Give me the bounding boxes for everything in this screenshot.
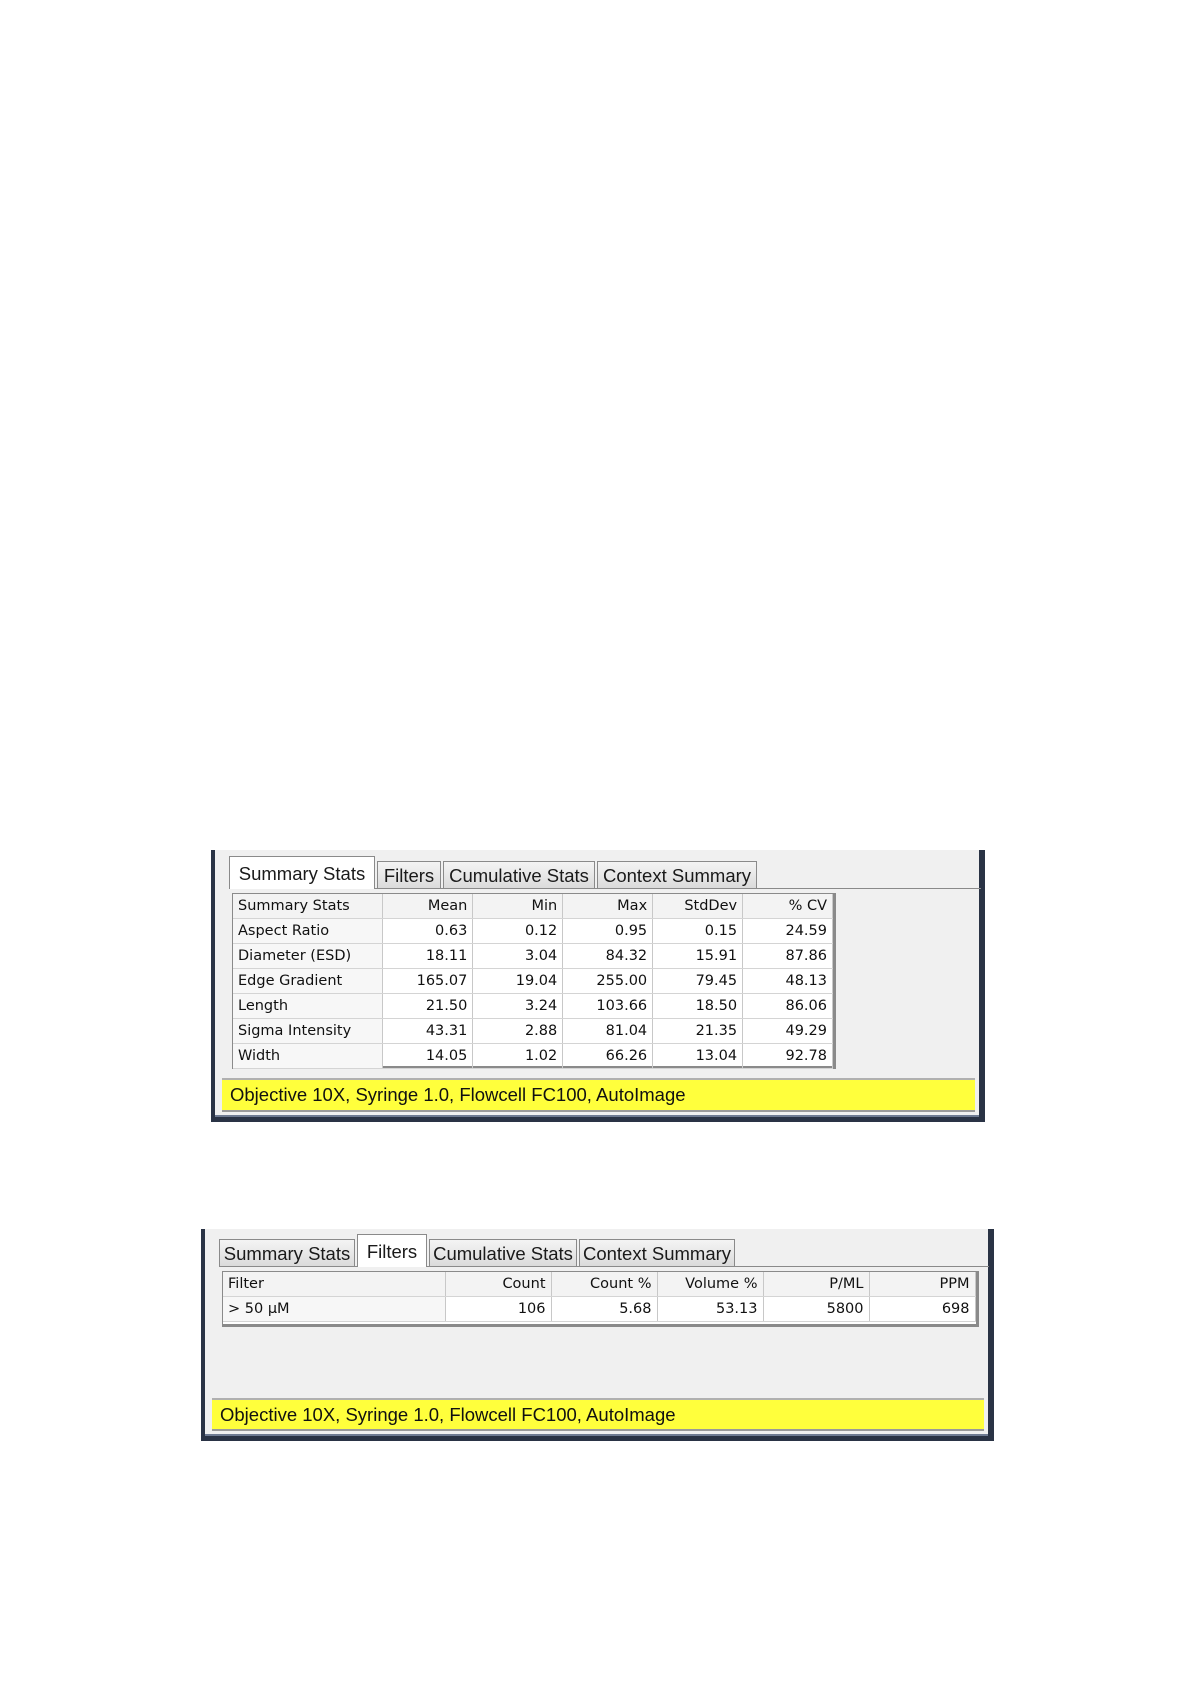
cell-max: 0.95 (563, 919, 653, 944)
cell-stddev: 13.04 (653, 1044, 743, 1069)
cell-stddev: 15.91 (653, 944, 743, 969)
table-row[interactable] (223, 1297, 975, 1322)
cell-cv: 48.13 (743, 969, 833, 994)
column-header-ppm[interactable]: PPM (869, 1272, 975, 1297)
cell-count-percent: 5.68 (551, 1297, 657, 1322)
row-label: > 50 µM (223, 1297, 445, 1322)
column-header-volume-percent[interactable]: Volume % (657, 1272, 763, 1297)
status-text: Objective 10X, Syringe 1.0, Flowcell FC100, AutoImage (230, 1084, 686, 1105)
summary-stats-table (232, 893, 836, 1069)
cell-p-ml: 5800 (763, 1297, 869, 1322)
cell-mean: 14.05 (383, 1044, 473, 1069)
column-header-cv[interactable]: % CV (743, 894, 833, 919)
cell-count: 106 (445, 1297, 551, 1322)
cell-cv: 87.86 (743, 944, 833, 969)
row-label: Aspect Ratio (233, 919, 383, 944)
status-bar (212, 1398, 984, 1431)
row-label: Width (233, 1044, 383, 1069)
cell-max: 103.66 (563, 994, 653, 1019)
row-label: Diameter (ESD) (233, 944, 383, 969)
cell-min: 0.12 (473, 919, 563, 944)
status-text: Objective 10X, Syringe 1.0, Flowcell FC100, AutoImage (220, 1403, 676, 1425)
tab-filters[interactable]: Filters (377, 861, 441, 889)
column-header-summary-stats[interactable]: Summary Stats (233, 894, 383, 919)
tab-context-summary[interactable]: Context Summary (579, 1239, 735, 1267)
cell-ppm: 698 (869, 1297, 975, 1322)
cell-stddev: 79.45 (653, 969, 743, 994)
table-row[interactable] (233, 1044, 833, 1069)
filters-table (222, 1271, 979, 1327)
tab-cumulative-stats[interactable]: Cumulative Stats (429, 1239, 577, 1267)
filters-window (201, 1229, 994, 1441)
column-header-stddev[interactable]: StdDev (653, 894, 743, 919)
cell-min: 3.04 (473, 944, 563, 969)
cell-mean: 165.07 (383, 969, 473, 994)
tab-filters[interactable]: Filters (357, 1234, 427, 1267)
column-header-mean[interactable]: Mean (383, 894, 473, 919)
column-header-min[interactable]: Min (473, 894, 563, 919)
column-header-count-percent[interactable]: Count % (551, 1272, 657, 1297)
cell-max: 66.26 (563, 1044, 653, 1069)
cell-cv: 92.78 (743, 1044, 833, 1069)
row-label: Length (233, 994, 383, 1019)
column-header-filter[interactable]: Filter (223, 1272, 445, 1297)
tab-strip (219, 1234, 737, 1267)
cell-mean: 21.50 (383, 994, 473, 1019)
cell-mean: 0.63 (383, 919, 473, 944)
cell-min: 1.02 (473, 1044, 563, 1069)
table-row[interactable] (233, 944, 833, 969)
cell-min: 3.24 (473, 994, 563, 1019)
cell-min: 19.04 (473, 969, 563, 994)
tab-strip (229, 856, 759, 889)
cell-mean: 43.31 (383, 1019, 473, 1044)
cell-stddev: 0.15 (653, 919, 743, 944)
column-header-count[interactable]: Count (445, 1272, 551, 1297)
tab-divider (219, 1266, 989, 1267)
cell-stddev: 18.50 (653, 994, 743, 1019)
table-row[interactable] (233, 1019, 833, 1044)
table-header-row (233, 894, 833, 919)
cell-cv: 24.59 (743, 919, 833, 944)
cell-volume-percent: 53.13 (657, 1297, 763, 1322)
tab-context-summary[interactable]: Context Summary (597, 861, 757, 889)
cell-cv: 86.06 (743, 994, 833, 1019)
tab-summary-stats[interactable]: Summary Stats (219, 1239, 355, 1267)
column-header-p-ml[interactable]: P/ML (763, 1272, 869, 1297)
tab-summary-stats[interactable]: Summary Stats (229, 856, 375, 889)
table-row[interactable] (233, 994, 833, 1019)
table-header-row (223, 1272, 975, 1297)
cell-max: 84.32 (563, 944, 653, 969)
cell-max: 255.00 (563, 969, 653, 994)
cell-cv: 49.29 (743, 1019, 833, 1044)
status-bar (222, 1078, 975, 1112)
cell-mean: 18.11 (383, 944, 473, 969)
row-label: Edge Gradient (233, 969, 383, 994)
summary-stats-window (211, 850, 985, 1122)
column-header-max[interactable]: Max (563, 894, 653, 919)
cell-stddev: 21.35 (653, 1019, 743, 1044)
table-row[interactable] (233, 969, 833, 994)
cell-max: 81.04 (563, 1019, 653, 1044)
row-label: Sigma Intensity (233, 1019, 383, 1044)
cell-min: 2.88 (473, 1019, 563, 1044)
tab-cumulative-stats[interactable]: Cumulative Stats (443, 861, 595, 889)
table-row[interactable] (233, 919, 833, 944)
